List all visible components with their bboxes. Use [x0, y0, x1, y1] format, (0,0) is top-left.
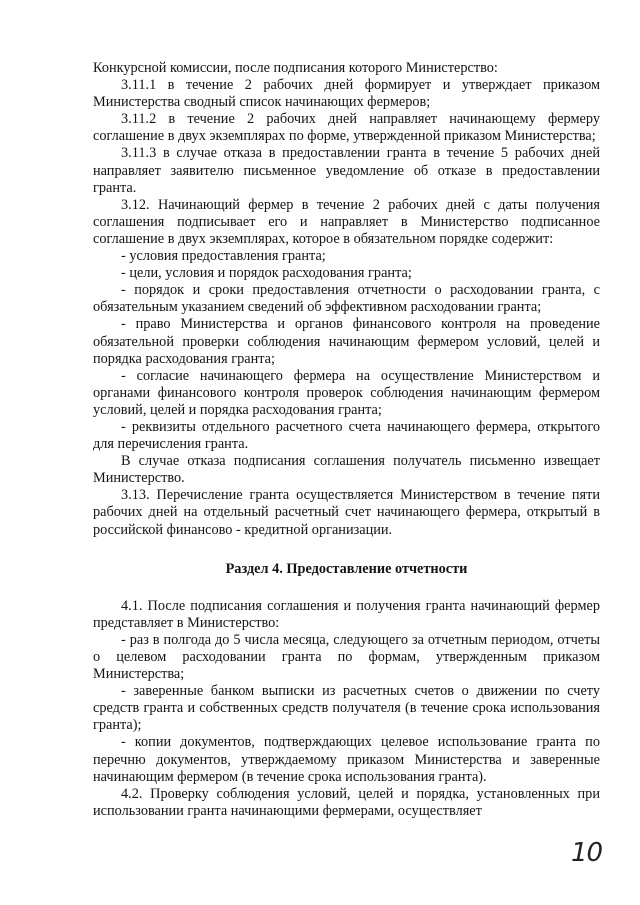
paragraph: 3.11.1 в течение 2 рабочих дней формирует и утверждает приказом Министерства сводный список начинающих фермеров;	[93, 77, 600, 111]
paragraph: 3.12. Начинающий фермер в течение 2 рабочих дней с даты получения соглашения подписывает его и направляет в Министерство подписанное соглашение в двух экземплярах, которое в обязательном порядке содержит:	[93, 196, 600, 247]
paragraph: Конкурсной комиссии, после подписания которого Министерство:	[93, 60, 498, 76]
paragraph: 4.2. Проверку соблюдения условий, целей и порядка, установленных при использовании гранта начинающими фермерами, осуществляет	[93, 785, 600, 819]
page-number: 10	[571, 838, 603, 868]
section-heading: Раздел 4. Предоставление отчетности	[225, 560, 468, 577]
document-body	[93, 60, 600, 820]
list-item: - копии документов, подтверждающих целевое использование гранта по перечню документов, утверждаемому приказом Министерства и заверенные начинающим фермером (в течение срока использования гранта).	[93, 734, 600, 785]
list-item: - раз в полгода до 5 числа месяца, следующего за отчетным периодом, отчеты о целевом расходовании гранта по формам, утвержденным приказом Министерства;	[93, 631, 600, 683]
list-item: - реквизиты отдельного расчетного счета начинающего фермера, открытого для перечисления гранта.	[93, 418, 600, 453]
list-item: - право Министерства и органов финансового контроля на проведение обязательной проверки соблюдения начинающим фермером условий, целей и порядка расходования гранта;	[93, 316, 600, 367]
list-item: - согласие начинающего фермера на осуществление Министерством и органами финансового контроля проверок соблюдения начинающим фермером условий, целей и порядка расходования гранта;	[93, 367, 600, 418]
list-item: - цели, условия и порядок расходования гранта;	[121, 265, 412, 282]
paragraph: 3.11.2 в течение 2 рабочих дней направляет начинающему фермеру соглашение в двух экземплярах по форме, утвержденной приказом Министерства;	[93, 111, 600, 145]
list-item: - условия предоставления гранта;	[121, 248, 326, 265]
list-item: - порядок и сроки предоставления отчетности о расходовании гранта, с обязательным указанием сведений об эффективном расходовании гранта;	[93, 282, 600, 316]
list-item: - заверенные банком выписки из расчетных счетов о движении по счету средств гранта и собственных средств получателя (в течение срока использования гранта);	[93, 683, 600, 734]
paragraph: 3.13. Перечисление гранта осуществляется Министерством в течение пяти рабочих дней на отдельный расчетный счет начинающего фермера, открытый в российской финансово - кредитной организации.	[93, 487, 600, 538]
paragraph: 3.11.3 в случае отказа в предоставлении гранта в течение 5 рабочих дней направляет заявителю письменное уведомление об отказе в предоставлении гранта.	[93, 145, 600, 196]
paragraph: В случае отказа подписания соглашения получатель письменно извещает Министерство.	[93, 453, 600, 487]
paragraph: 4.1. После подписания соглашения и получения гранта начинающий фермер представляет в Министерство:	[93, 597, 600, 631]
